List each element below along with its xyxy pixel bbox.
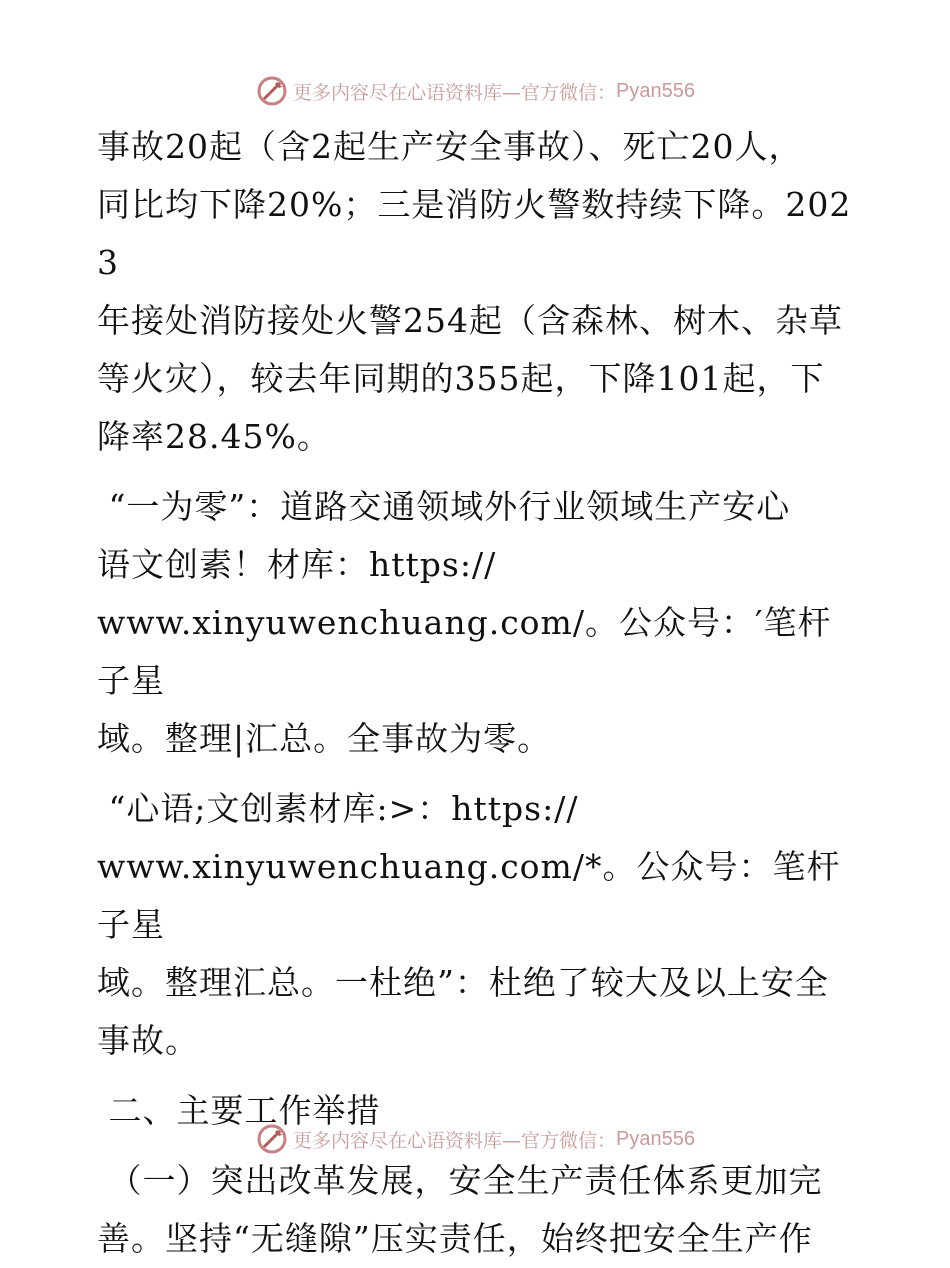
watermark-wechat-id: Pyan556 <box>616 1127 695 1150</box>
pen-logo-icon <box>255 1122 289 1156</box>
text-line: 域。整理汇总。一杜绝”：杜绝了较大及以上安全 <box>97 963 829 1002</box>
footer-watermark <box>0 1122 950 1156</box>
heading-text: 二、主要工作举措 <box>97 1091 381 1130</box>
text-line: “心语;文创素材库:>：https:// <box>97 789 579 828</box>
header-watermark <box>0 74 950 108</box>
text-line: www.xinyuwenchuang.com/*。公众号：笔杆子星 <box>97 847 841 944</box>
paragraph <box>97 1152 857 1268</box>
watermark-wechat-id: Pyan556 <box>616 79 695 102</box>
text-line: 事故20起（含2起生产安全事故）、死亡20人， <box>97 127 803 166</box>
text-line: 善。坚持“无缝隙”压实责任，始终把安全生产作 <box>97 1219 813 1258</box>
paragraph <box>97 780 857 1070</box>
text-line: www.xinyuwenchuang.com/。公众号：′笔杆子星 <box>97 603 832 700</box>
text-line: 同比均下降20%；三是消防火警数持续下降。2023 <box>97 185 852 282</box>
text-line: （一）突出改革发展，安全生产责任体系更加完 <box>97 1161 823 1200</box>
text-line: 年接处消防接处火警254起（含森林、树木、杂草 <box>97 301 843 340</box>
text-line: 域。整理|汇总。全事故为零。 <box>97 719 552 758</box>
watermark-text: 更多内容尽在心语资料库—官方微信： <box>293 1129 617 1152</box>
pen-logo-icon <box>255 74 289 108</box>
text-line: 语文创素！材库：https:// <box>97 545 497 584</box>
text-line: “一为零”：道路交通领域外行业领域生产安心 <box>97 487 791 526</box>
watermark-text: 更多内容尽在心语资料库—官方微信： <box>293 81 617 104</box>
document-body <box>97 118 857 1268</box>
text-line: 事故。 <box>97 1021 199 1060</box>
paragraph <box>97 118 857 466</box>
paragraph <box>97 478 857 768</box>
text-line: 等火灾），较去年同期的355起，下降101起，下 <box>97 359 825 398</box>
text-line: 降率28.45%。 <box>97 417 331 456</box>
